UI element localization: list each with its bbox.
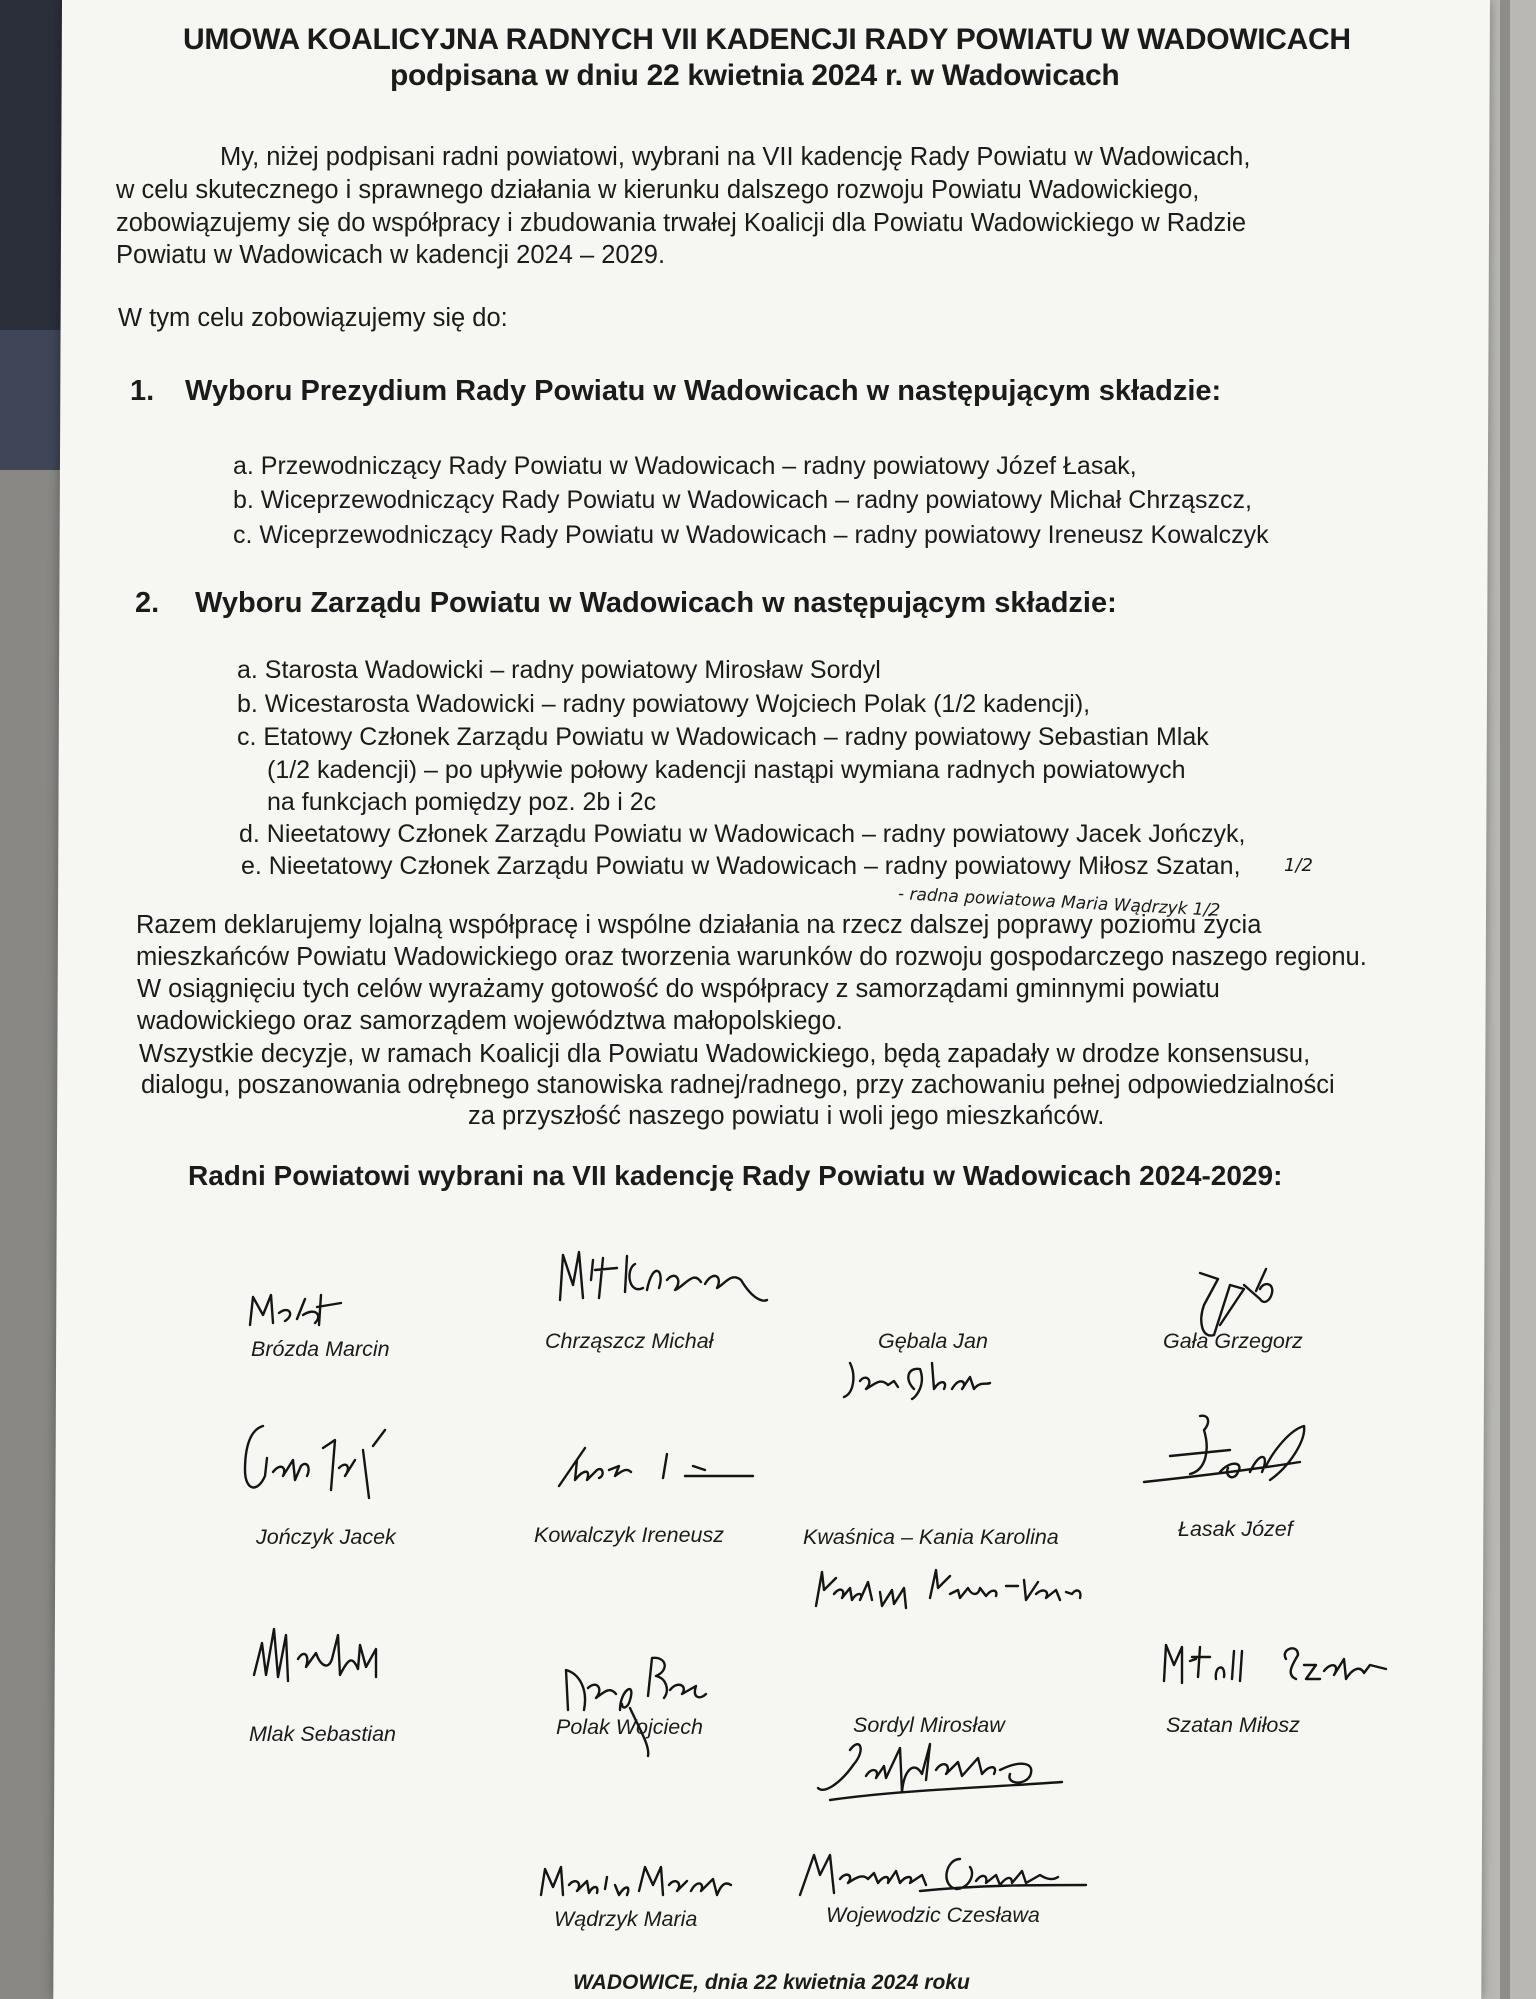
- footer-place-date: WADOWICE, dnia 22 kwietnia 2024 roku: [573, 1971, 970, 1994]
- section-1-item: c. Wiceprzewodniczący Rady Powiatu w Wadowicach – radny powiatowy Ireneusz Kowalczyk: [233, 521, 1269, 549]
- signature-kowalczyk: [555, 1440, 755, 1490]
- signature-mlak: [248, 1615, 398, 1695]
- declaration-line: wadowickiego oraz samorządem województwa małopolskiego.: [137, 1007, 843, 1035]
- section-1-number: 1.: [130, 375, 155, 407]
- signatory-name: Polak Wojciech: [556, 1715, 703, 1739]
- signatory-name: Gębala Jan: [878, 1329, 988, 1353]
- signature-szatan: [1160, 1635, 1390, 1695]
- intro-line: My, niżej podpisani radni powiatowi, wybrani na VII kadencję Rady Powiatu w Wadowicach,: [220, 143, 1251, 171]
- signature-gala: [1190, 1265, 1290, 1345]
- handwritten-fraction: 1/2: [1284, 855, 1313, 876]
- signature-chrzaszcz: [555, 1240, 770, 1320]
- section-2-item: na funkcjach pomiędzy poz. 2b i 2c: [267, 788, 657, 816]
- signatory-name: Kowalczyk Ireneusz: [534, 1523, 724, 1547]
- declaration-line: W osiągnięciu tych celów wyrażamy gotowość do współpracy z samorządami gminnymi powiatu: [137, 975, 1220, 1003]
- signatory-name: Wojewodzic Czesława: [826, 1903, 1040, 1927]
- section-2-item: (1/2 kadencji) – po upływie połowy kadencji nastąpi wymiana radnych powiatowych: [267, 756, 1186, 784]
- signature-wojewodzic: [790, 1845, 1090, 1905]
- signature-wadrzyk: [535, 1855, 735, 1903]
- signatory-name: Jończyk Jacek: [256, 1525, 396, 1549]
- handwritten-note: - radna powiatowa Maria Wądrzyk 1/2: [897, 884, 1221, 921]
- section-1-item: b. Wiceprzewodniczący Rady Powiatu w Wadowicach – radny powiatowy Michał Chrząszcz,: [233, 486, 1252, 514]
- declaration-line: Wszystkie decyzje, w ramach Koalicji dla Powiatu Wadowickiego, będą zapadały w drodze konsensusu,: [139, 1040, 1311, 1068]
- declaration-line: Razem deklarujemy lojalną współpracę i wspólne działania na rzecz dalszej poprawy poziomu życia: [136, 911, 1262, 939]
- section-2-number: 2.: [135, 587, 160, 619]
- signature-jonczyk: [235, 1420, 395, 1505]
- section-2-item: e. Nieetatowy Członek Zarządu Powiatu w Wadowicach – radny powiatowy Miłosz Szatan,: [241, 852, 1241, 880]
- signature-polak: [560, 1650, 710, 1760]
- purpose-text: W tym celu zobowiązujemy się do:: [118, 304, 508, 332]
- declaration-line: dialogu, poszanowania odrębnego stanowiska radnej/radnego, przy zachowaniu pełnej odpowiedzialności: [141, 1071, 1335, 1099]
- intro-line: Powiatu w Wadowicach w kadencji 2024 – 2029.: [116, 241, 666, 269]
- section-1-item: a. Przewodniczący Rady Powiatu w Wadowicach – radny powiatowy Józef Łasak,: [233, 452, 1137, 480]
- signatories-heading: Radni Powiatowi wybrani na VII kadencję Rady Powiatu w Wadowicach 2024-2029:: [188, 1160, 1283, 1191]
- declaration-line: za przyszłość naszego powiatu i woli jego mieszkańców.: [468, 1102, 1105, 1130]
- declaration-line: mieszkańców Powiatu Wadowickiego oraz tworzenia warunków do rozwoju gospodarczego naszego regionu.: [136, 943, 1367, 971]
- signature-gebala: [840, 1355, 1010, 1403]
- section-2-heading: Wyboru Zarządu Powiatu w Wadowicach w następującym składzie:: [195, 587, 1117, 619]
- signature-lasak: [1140, 1410, 1310, 1500]
- signature-kwasnica-kania: [810, 1560, 1110, 1620]
- signatory-name: Brózda Marcin: [251, 1337, 390, 1361]
- section-1-heading: Wyboru Prezydium Rady Powiatu w Wadowicach w następującym składzie:: [185, 375, 1222, 407]
- signatory-name: Gała Grzegorz: [1163, 1329, 1303, 1353]
- section-2-item: c. Etatowy Członek Zarządu Powiatu w Wadowicach – radny powiatowy Sebastian Mlak: [237, 723, 1209, 751]
- signature-sordyl: [810, 1730, 1070, 1815]
- signatory-name: Sordyl Mirosław: [853, 1713, 1005, 1737]
- intro-line: zobowiązujemy się do współpracy i zbudowania trwałej Koalicji dla Powiatu Wadowickiego w Radzie: [116, 209, 1247, 237]
- signatory-name: Wądrzyk Maria: [554, 1907, 698, 1931]
- document-title: UMOWA KOALICYJNA RADNYCH VII KADENCJI RADY POWIATU W WADOWICACH: [183, 23, 1351, 56]
- signatory-name: Łasak Józef: [1178, 1517, 1293, 1541]
- signature-brozda: [245, 1285, 355, 1335]
- section-2-item: b. Wicestarosta Wadowicki – radny powiatowy Wojciech Polak (1/2 kadencji),: [237, 690, 1091, 718]
- signatory-name: Szatan Miłosz: [1166, 1713, 1300, 1737]
- signatory-name: Chrząszcz Michał: [545, 1329, 714, 1353]
- intro-line: w celu skutecznego i sprawnego działania w kierunku dalszego rozwoju Powiatu Wadowickiego,: [116, 176, 1200, 204]
- signatory-name: Mlak Sebastian: [249, 1722, 396, 1746]
- document-subtitle: podpisana w dniu 22 kwietnia 2024 r. w Wadowicach: [390, 59, 1120, 92]
- section-2-item: a. Starosta Wadowicki – radny powiatowy Mirosław Sordyl: [237, 656, 881, 684]
- section-2-item: d. Nieetatowy Członek Zarządu Powiatu w Wadowicach – radny powiatowy Jacek Jończyk,: [239, 820, 1246, 848]
- signatory-name: Kwaśnica – Kania Karolina: [803, 1525, 1059, 1549]
